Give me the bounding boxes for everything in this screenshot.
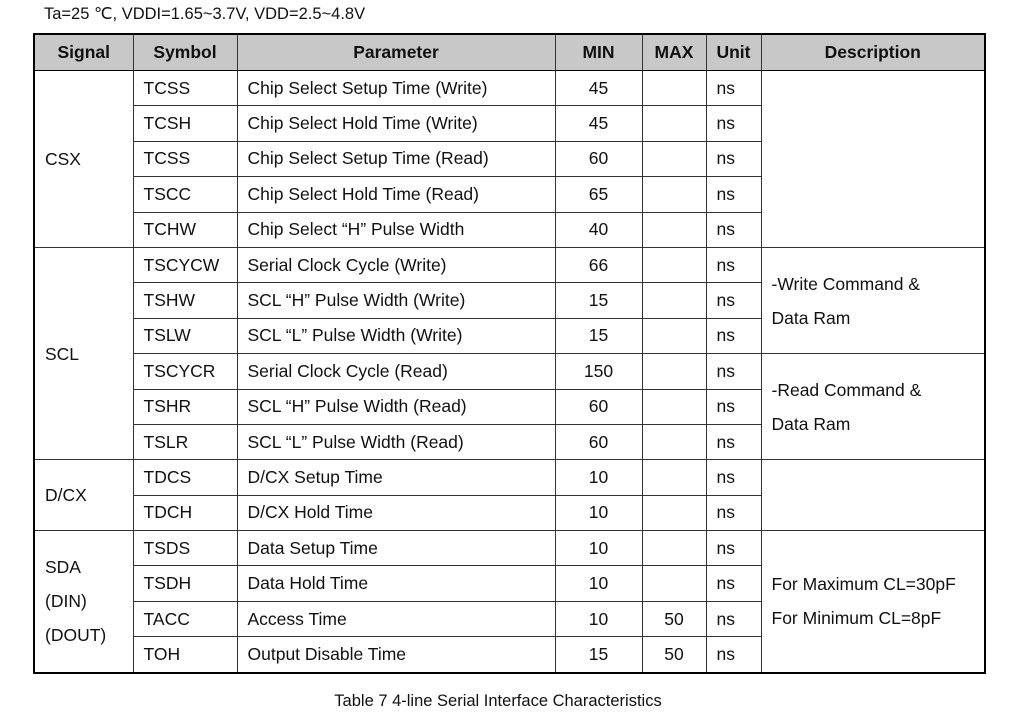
description-line: For Minimum CL=8pF [771,608,942,629]
symbol-cell: TSLW [133,318,237,353]
description-line: -Read Command & [771,379,922,400]
signal-name: (DIN) [45,591,87,612]
symbol-cell: TSHR [133,389,237,424]
parameter-cell: Chip Select Hold Time (Read) [237,177,555,212]
min-cell: 10 [555,601,642,636]
max-cell [642,354,706,389]
min-cell: 40 [555,212,642,247]
unit-cell: ns [706,566,761,601]
header-signal: Signal [34,34,133,71]
symbol-cell: TSCYCW [133,247,237,282]
min-cell: 10 [555,531,642,566]
min-cell: 45 [555,106,642,141]
parameter-cell: Access Time [237,601,555,636]
parameter-cell: Chip Select “H” Pulse Width [237,212,555,247]
parameter-cell: D/CX Hold Time [237,495,555,530]
unit-cell: ns [706,424,761,459]
symbol-cell: TSDS [133,531,237,566]
min-cell: 150 [555,354,642,389]
max-cell: 50 [642,601,706,636]
table-row [34,354,985,389]
min-cell: 60 [555,141,642,176]
unit-cell: ns [706,389,761,424]
max-cell [642,531,706,566]
symbol-cell: TCSH [133,106,237,141]
min-cell: 10 [555,566,642,601]
min-cell: 15 [555,283,642,318]
min-cell: 66 [555,247,642,282]
header-min: MIN [555,34,642,71]
symbol-cell: TCSS [133,141,237,176]
header-row [34,34,985,71]
parameter-cell: Serial Clock Cycle (Write) [237,247,555,282]
parameter-cell: Data Hold Time [237,566,555,601]
max-cell [642,460,706,495]
parameter-cell: Chip Select Setup Time (Read) [237,141,555,176]
min-cell: 15 [555,318,642,353]
max-cell [642,71,706,106]
max-cell [642,389,706,424]
unit-cell: ns [706,601,761,636]
unit-cell: ns [706,141,761,176]
signal-cell [34,531,133,673]
unit-cell: ns [706,212,761,247]
min-cell: 15 [555,637,642,673]
parameter-cell: SCL “L” Pulse Width (Write) [237,318,555,353]
symbol-cell: TACC [133,601,237,636]
parameter-cell: Serial Clock Cycle (Read) [237,354,555,389]
description-line: -Write Command & [771,273,920,294]
header-max: MAX [642,34,706,71]
unit-cell: ns [706,637,761,673]
min-cell: 10 [555,495,642,530]
max-cell [642,177,706,212]
header-unit: Unit [706,34,761,71]
description-line: Data Ram [771,413,851,434]
symbol-cell: TDCS [133,460,237,495]
table-row [34,531,985,566]
unit-cell: ns [706,106,761,141]
max-cell [642,424,706,459]
description-cell [761,460,985,531]
parameter-cell: SCL “H” Pulse Width (Write) [237,283,555,318]
conditions-note: Ta=25 ℃, VDDI=1.65~3.7V, VDD=2.5~4.8V [44,5,366,23]
serial-interface-table [33,33,986,674]
signal-cell [34,71,133,248]
max-cell [642,283,706,318]
min-cell: 60 [555,389,642,424]
symbol-cell: TCSS [133,71,237,106]
signal-cell [34,460,133,531]
description-line: Data Ram [771,307,851,328]
max-cell [642,318,706,353]
signal-cell [34,247,133,459]
unit-cell: ns [706,531,761,566]
table-row [34,71,985,106]
unit-cell: ns [706,283,761,318]
max-cell [642,495,706,530]
signal-name: SDA [45,557,81,578]
min-cell: 60 [555,424,642,459]
max-cell [642,566,706,601]
unit-cell: ns [706,354,761,389]
symbol-cell: TCHW [133,212,237,247]
parameter-cell: D/CX Setup Time [237,460,555,495]
signal-name: CSX [45,148,81,169]
unit-cell: ns [706,71,761,106]
max-cell [642,106,706,141]
max-cell [642,212,706,247]
signal-name: SCL [45,343,80,364]
unit-cell: ns [706,495,761,530]
max-cell: 50 [642,637,706,673]
unit-cell: ns [706,318,761,353]
unit-cell: ns [706,177,761,212]
symbol-cell: TSDH [133,566,237,601]
max-cell [642,141,706,176]
min-cell: 65 [555,177,642,212]
description-line: For Maximum CL=30pF [771,574,956,595]
header-description: Description [761,34,985,71]
parameter-cell: Data Setup Time [237,531,555,566]
description-cell [761,354,985,460]
description-cell [761,71,985,248]
max-cell [642,247,706,282]
header-parameter: Parameter [237,34,555,71]
parameter-cell: SCL “H” Pulse Width (Read) [237,389,555,424]
symbol-cell: TSCYCR [133,354,237,389]
symbol-cell: TDCH [133,495,237,530]
table-row [34,247,985,282]
signal-name: (DOUT) [45,625,107,646]
table-caption: Table 7 4-line Serial Interface Characteristics [334,692,662,710]
signal-name: D/CX [45,485,87,506]
table-row [34,460,985,495]
description-cell [761,531,985,673]
unit-cell: ns [706,460,761,495]
symbol-cell: TSCC [133,177,237,212]
description-cell [761,247,985,353]
symbol-cell: TSLR [133,424,237,459]
unit-cell: ns [706,247,761,282]
parameter-cell: SCL “L” Pulse Width (Read) [237,424,555,459]
min-cell: 45 [555,71,642,106]
min-cell: 10 [555,460,642,495]
parameter-cell: Chip Select Setup Time (Write) [237,71,555,106]
parameter-cell: Chip Select Hold Time (Write) [237,106,555,141]
header-symbol: Symbol [133,34,237,71]
symbol-cell: TSHW [133,283,237,318]
parameter-cell: Output Disable Time [237,637,555,673]
symbol-cell: TOH [133,637,237,673]
